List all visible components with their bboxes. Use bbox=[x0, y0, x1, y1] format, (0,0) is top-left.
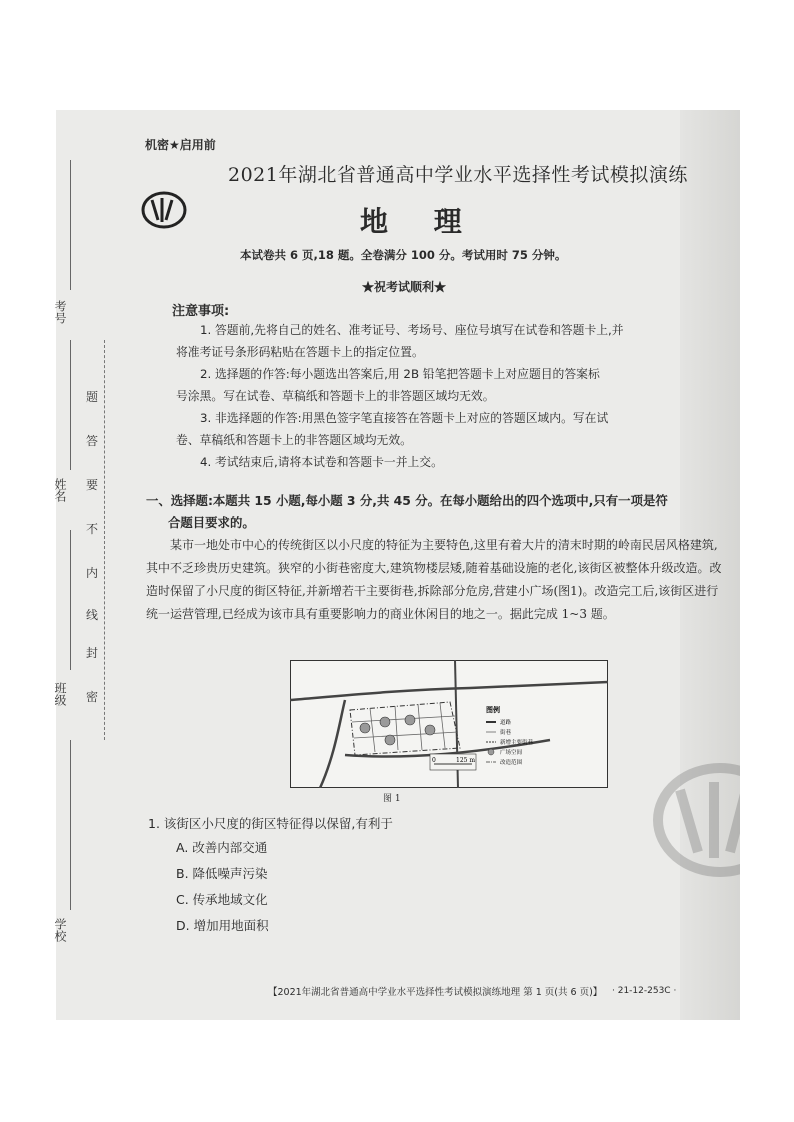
school-line bbox=[70, 740, 71, 910]
legend-item: 广场空间 bbox=[500, 750, 523, 756]
exam-info: 本试卷共 6 页,18 题。全卷满分 100 分。考试用时 75 分钟。 bbox=[240, 248, 567, 262]
question-1-stem: 1. 该街区小尺度的街区特征得以保留,有利于 bbox=[148, 816, 393, 831]
binding-char: 密 bbox=[86, 690, 99, 704]
legend-plaza-swatch bbox=[488, 749, 494, 755]
class-label: 班级 bbox=[53, 682, 67, 706]
section-line-1: 一、选择题:本题共 15 小题,每小题 3 分,共 45 分。在每小题给出的四个选项中,只有一项是符 bbox=[146, 493, 668, 508]
binding-char: 封 bbox=[86, 646, 99, 660]
watermark-logo-icon bbox=[650, 760, 740, 880]
good-luck-line: ★祝考试顺利★ bbox=[362, 280, 447, 294]
name-label: 姓名 bbox=[53, 478, 67, 502]
option-b: B. 降低噪声污染 bbox=[176, 866, 268, 881]
note-line: 2. 选择题的作答:每小题选出答案后,用 2B 铅笔把答题卡上对应题目的答案标 bbox=[200, 367, 600, 381]
binding-char: 答 bbox=[86, 434, 99, 448]
publisher-logo-icon bbox=[140, 190, 188, 230]
option-d: D. 增加用地面积 bbox=[176, 918, 269, 933]
binding-char: 内 bbox=[86, 566, 99, 580]
note-line: 3. 非选择题的作答:用黑色签字笔直接答在答题卡上对应的答题区域内。写在试 bbox=[200, 411, 609, 425]
binding-char: 要 bbox=[86, 478, 99, 492]
class-line bbox=[70, 530, 71, 670]
note-line: 将准考证号条形码粘贴在答题卡上的指定位置。 bbox=[176, 345, 424, 359]
legend-item: 新增主要街巷 bbox=[500, 740, 534, 746]
exam-title: 2021年湖北省普通高中学业水平选择性考试模拟演练 bbox=[228, 164, 688, 186]
note-line: 号涂黑。写在试卷、草稿纸和答题卡上的非答题区域均无效。 bbox=[176, 389, 495, 403]
binding-char: 题 bbox=[86, 390, 99, 404]
legend-item: 改造范围 bbox=[500, 760, 523, 766]
binding-char: 线 bbox=[86, 608, 99, 622]
reading-passage: 某市一地处市中心的传统街区以小尺度的特征为主要特色,这里有着大片的清末时期的岭南民居风格建筑,其中不乏珍贵历史建筑。狭窄的小街巷密度大,建筑物楼层矮,随着基础设施的老化,该街区被整体升级改造。改造时保留了小尺度的街区特征,并新增若干主要街巷,拆除部分危房,营建小广场(图1)。改造完工后,该街区进行统一运营管理,已经成为该市具有重要影响力的商业休闲目的地之一。据此完成 1~3 题。 bbox=[146, 538, 722, 621]
option-a: A. 改善内部交通 bbox=[176, 840, 268, 855]
school-label: 学校 bbox=[53, 918, 67, 942]
binding-dashed-line bbox=[104, 340, 105, 740]
scale-label: 125 m bbox=[456, 757, 476, 764]
legend-title: 图例 bbox=[486, 705, 500, 714]
note-line: 4. 考试结束后,请将本试卷和答题卡一并上交。 bbox=[200, 455, 443, 469]
binding-char: 不 bbox=[86, 522, 99, 536]
exam-no-line bbox=[70, 160, 71, 290]
figure-caption: 图 1 bbox=[383, 794, 401, 804]
page-footer: 【2021年湖北省普通高中学业水平选择性考试模拟演练地理 第 1 页(共 6 页)】 bbox=[268, 987, 603, 998]
paper-code: · 21-12-253C · bbox=[612, 986, 677, 996]
figure-1-map bbox=[290, 660, 608, 788]
legend-item: 道路 bbox=[500, 720, 512, 726]
section-line-2: 合题目要求的。 bbox=[168, 515, 255, 530]
secret-label: 机密★启用前 bbox=[145, 138, 216, 152]
exam-no-label: 考号 bbox=[53, 300, 67, 324]
option-c: C. 传承地域文化 bbox=[176, 892, 268, 907]
note-line: 1. 答题前,先将自己的姓名、准考证号、考场号、座位号填写在试卷和答题卡上,并 bbox=[200, 323, 624, 337]
name-line bbox=[70, 340, 71, 470]
note-line: 卷、草稿纸和答题卡上的非答题区域均无效。 bbox=[176, 433, 412, 447]
notes-heading: 注意事项: bbox=[172, 304, 230, 319]
subject-title: 地 理 bbox=[360, 205, 480, 238]
scale-zero: 0 bbox=[432, 757, 436, 764]
section-heading bbox=[146, 490, 726, 534]
legend-item: 街巷 bbox=[500, 730, 512, 736]
